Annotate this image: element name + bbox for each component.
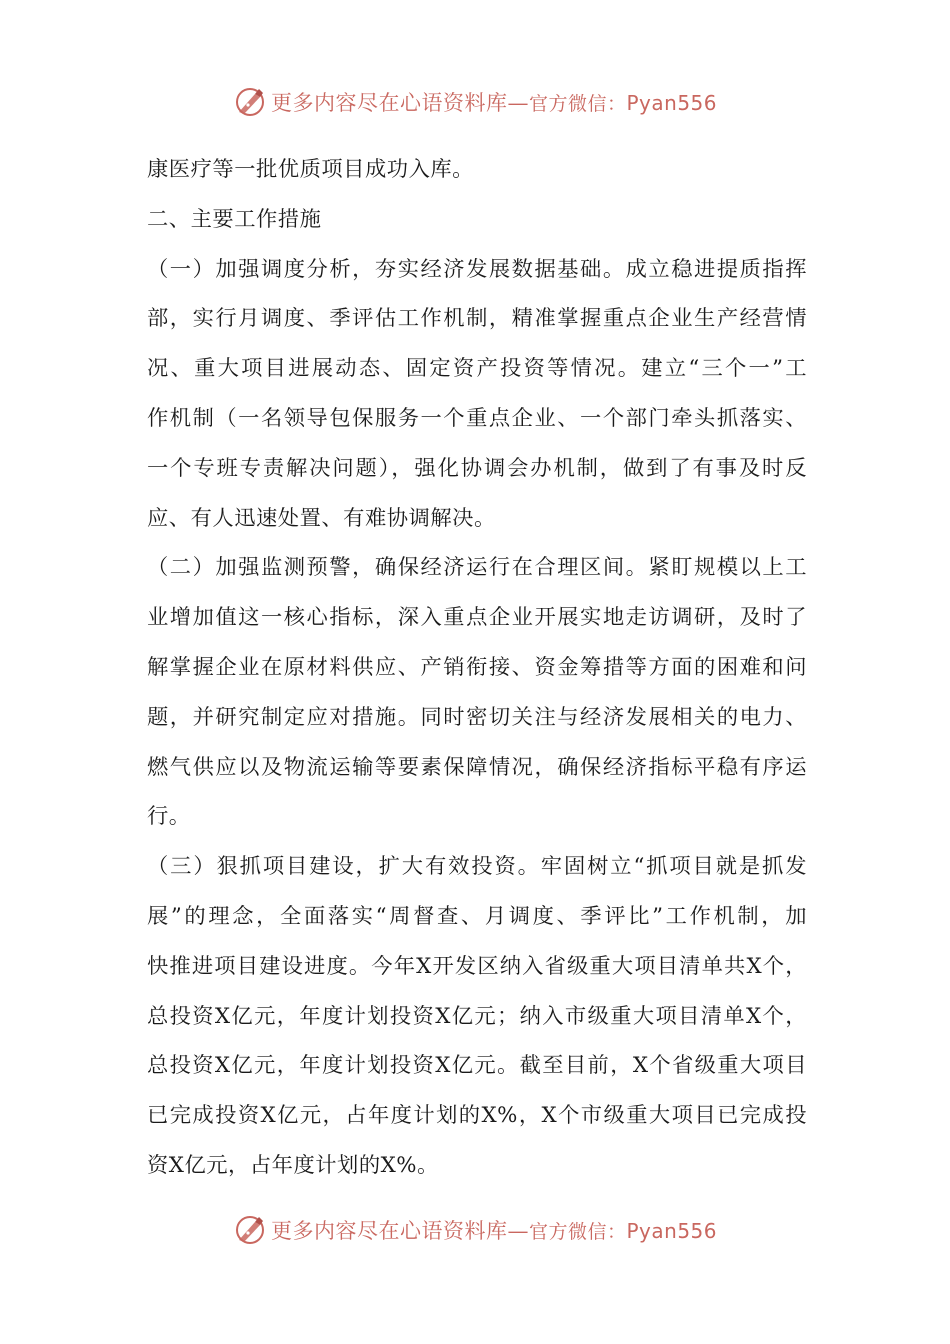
text-line: 已完成投资X亿元，占年度计划的X%，X个市级重大项目已完成投 xyxy=(147,1103,807,1129)
text-line: 快推进项目建设进度。今年X开发区纳入省级重大项目清单共X个， xyxy=(147,953,807,979)
text-line: （一）加强调度分析，夯实经济发展数据基础。成立稳进提质指挥 xyxy=(147,256,807,282)
text-line: 业增加值这一核心指标，深入重点企业开展实地走访调研，及时了 xyxy=(147,605,807,631)
banner-text xyxy=(271,1215,717,1245)
text-line: （二）加强监测预警，确保经济运行在合理区间。紧盯规模以上工 xyxy=(147,555,807,581)
text-line: 作机制（一名领导包保服务一个重点企业、一个部门牵头抓落实、 xyxy=(147,405,807,431)
banner-sub-text: 官方微信： xyxy=(528,1221,627,1243)
text-line: 康医疗等一批优质项目成功入库。 xyxy=(147,157,474,182)
banner-text xyxy=(271,87,717,117)
section-heading: 二、主要工作措施 xyxy=(147,206,322,232)
banner-dash: — xyxy=(507,91,529,115)
banner-dash: — xyxy=(507,1219,529,1243)
text-line: 部，实行月调度、季评估工作机制，精准掌握重点企业生产经营情 xyxy=(147,306,807,332)
text-line: 总投资X亿元，年度计划投资X亿元；纳入市级重大项目清单X个， xyxy=(147,1003,807,1029)
text-line: 一个专班专责解决问题），强化协调会办机制，做到了有事及时反 xyxy=(147,455,807,481)
text-line: （三）狠抓项目建设，扩大有效投资。牢固树立“抓项目就是抓发 xyxy=(147,854,807,880)
banner-wechat-id: Pyan556 xyxy=(626,91,718,115)
text-line: 况、重大项目进展动态、固定资产投资等情况。建立“三个一”工 xyxy=(147,356,807,382)
text-line: 总投资X亿元，年度计划投资X亿元。截至目前，X个省级重大项目 xyxy=(147,1053,807,1079)
document-body xyxy=(147,145,807,1191)
text-line: 行。 xyxy=(147,804,191,830)
text-line: 解掌握企业在原材料供应、产销衔接、资金筹措等方面的困难和问 xyxy=(147,654,807,680)
banner-main-text: 更多内容尽在心语资料库 xyxy=(270,1219,508,1243)
footer-banner xyxy=(0,1210,950,1250)
text-line: 应、有人迅速处置、有难协调解决。 xyxy=(147,505,496,531)
header-banner xyxy=(0,82,950,122)
text-line: 展”的理念，全面落实“周督查、月调度、季评比”工作机制，加 xyxy=(147,903,807,929)
text-line: 题，并研究制定应对措施。同时密切关注与经济发展相关的电力、 xyxy=(147,704,807,730)
banner-sub-text: 官方微信： xyxy=(528,93,627,115)
text-line: 资X亿元，占年度计划的X%。 xyxy=(147,1152,439,1178)
pen-nib-icon xyxy=(233,85,267,119)
banner-main-text: 更多内容尽在心语资料库 xyxy=(270,91,508,115)
pen-nib-icon xyxy=(233,1213,267,1247)
banner-wechat-id: Pyan556 xyxy=(626,1219,718,1243)
text-line: 燃气供应以及物流运输等要素保障情况，确保经济指标平稳有序运 xyxy=(147,754,807,780)
